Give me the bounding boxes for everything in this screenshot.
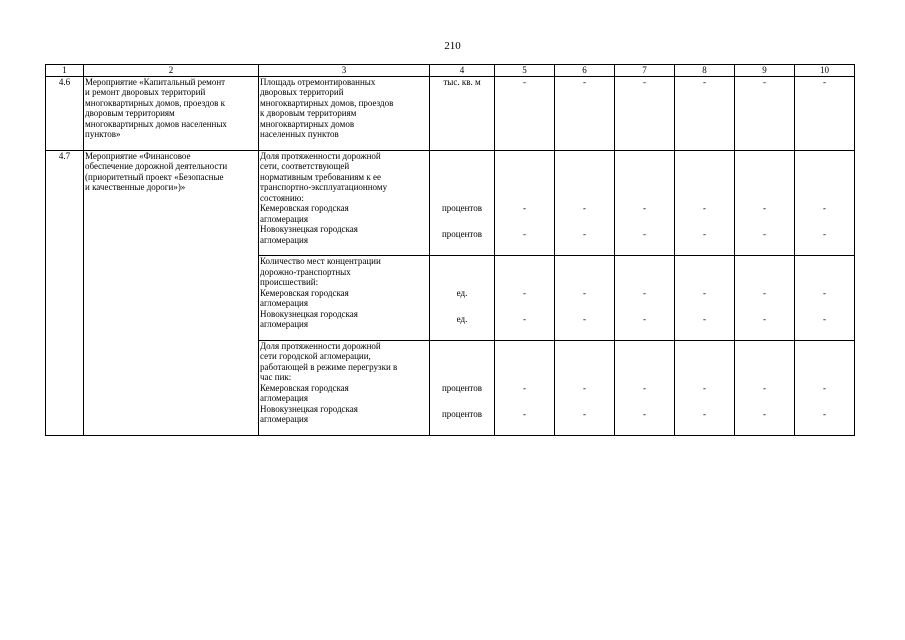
header-cell: 8: [675, 65, 735, 77]
agglomeration-label-line: Новокузнецкая городская: [260, 403, 358, 414]
measure-title-line: Мероприятие «Капитальный ремонт: [85, 76, 226, 87]
spacer: [85, 140, 257, 150]
value: -: [763, 313, 766, 324]
indicator-heading-line: Доля протяженности дорожной: [260, 340, 381, 351]
value-cell: -: [495, 76, 555, 150]
value: -: [523, 203, 526, 213]
indicator-heading-line: Количество мест концентрации: [260, 256, 381, 266]
value: -: [643, 203, 646, 213]
table-row-4-6: [46, 76, 855, 150]
unit-cell: [430, 340, 495, 435]
indicator-heading-line: дорожно-транспортных: [260, 266, 351, 277]
value-cell: [795, 150, 855, 256]
agglomeration-label-line: агломерация: [260, 414, 309, 424]
agglomeration-label-line: агломерация: [260, 298, 309, 308]
value-cell: [615, 150, 675, 256]
agglomeration-label-line: Новокузнецкая городская: [260, 308, 358, 319]
value-cell: [795, 256, 855, 341]
page-number: 210: [444, 40, 461, 52]
header-cell: 6: [555, 65, 615, 77]
value: -: [823, 229, 826, 239]
value-cell: [495, 150, 555, 256]
unit-value: процентов: [441, 408, 482, 419]
indicator-line: к дворовым территориям: [260, 108, 357, 118]
unit-cell: [430, 150, 495, 256]
value: -: [523, 313, 526, 324]
value-cell: -: [615, 76, 675, 150]
value-cell: [675, 340, 735, 435]
value: -: [703, 229, 706, 239]
measure-title-line: пунктов»: [85, 129, 121, 139]
value-cell: [555, 340, 615, 435]
indicator-name: [259, 76, 430, 150]
value: -: [583, 287, 586, 298]
value-cell: -: [795, 76, 855, 150]
value: -: [703, 287, 706, 298]
measure-title-line: дворовым территориям: [85, 108, 175, 118]
indicator-line: дворовых территорий: [260, 87, 344, 97]
agglomeration-label-line: агломерация: [260, 393, 309, 403]
indicator-line: многоквартирных домов: [260, 118, 355, 129]
unit-value: ед.: [456, 313, 468, 324]
indicator-heading-line: происшествий:: [260, 277, 319, 287]
indicator-heading-line: транспортно-эксплуатационному: [260, 182, 388, 192]
header-cell: 5: [495, 65, 555, 77]
value-cell: -: [555, 76, 615, 150]
measure-title-line: и качественные дороги»)»: [85, 182, 186, 192]
agglomeration-label-line: агломерация: [260, 234, 309, 245]
indicator-heading-line: состоянию:: [260, 192, 304, 203]
value-cell: [795, 340, 855, 435]
agglomeration-label-line: Кемеровская городская: [260, 382, 349, 393]
agglomeration-label-line: агломерация: [260, 213, 309, 224]
agglomeration-label-line: агломерация: [260, 319, 309, 329]
value-cell: [735, 340, 795, 435]
indicator-heading-line: работающей в режиме перегрузки в: [260, 361, 398, 372]
value-cell: -: [735, 76, 795, 150]
unit-cell: тыс. кв. м: [430, 76, 495, 150]
measure-title-line: Мероприятие «Финансовое: [85, 150, 191, 161]
value: -: [523, 287, 526, 298]
agglomeration-label-line: Кемеровская городская: [260, 287, 349, 298]
value: -: [523, 382, 526, 393]
indicator-line: населенных пунктов: [260, 129, 339, 139]
agglomeration-label-line: Кемеровская городская: [260, 203, 349, 213]
unit-value: процентов: [441, 382, 482, 393]
header-cell: 7: [615, 65, 675, 77]
measure-title-line: многоквартирных домов населенных: [85, 118, 227, 129]
value: -: [703, 382, 706, 393]
row-number: 4.6: [46, 76, 84, 150]
header-cell: 2: [84, 65, 259, 77]
indicator-heading-line: час пик:: [260, 372, 292, 382]
measure-title-line: (приоритетный проект «Безопасные: [85, 171, 224, 182]
value-cell: [495, 340, 555, 435]
header-cell: 10: [795, 65, 855, 77]
indicator-heading-line: нормативным требованиям к ее: [260, 171, 381, 182]
indicators-table: [45, 64, 855, 436]
value: -: [763, 229, 766, 239]
value: -: [643, 287, 646, 298]
value-cell: [615, 256, 675, 341]
value-cell: [495, 256, 555, 341]
value: -: [643, 313, 646, 324]
value: -: [763, 408, 766, 419]
indicator-heading-line: сети городской агломерации,: [260, 351, 371, 361]
value: -: [763, 287, 766, 298]
value-cell: [615, 340, 675, 435]
value: -: [583, 408, 586, 419]
unit-value: процентов: [441, 203, 482, 213]
value: -: [703, 313, 706, 324]
value: -: [763, 382, 766, 393]
value: -: [523, 408, 526, 419]
value-cell: [735, 150, 795, 256]
indicator-line: многоквартирных домов, проездов: [260, 97, 394, 108]
value-cell: [555, 256, 615, 341]
header-cell: 4: [430, 65, 495, 77]
header-cell: 1: [46, 65, 84, 77]
value: -: [823, 287, 826, 298]
unit-cell: [430, 256, 495, 341]
measure-title-line: обеспечение дорожной деятельности: [85, 161, 228, 171]
value: -: [823, 203, 826, 213]
header-cell: 3: [259, 65, 430, 77]
value-cell: -: [675, 76, 735, 150]
table-row-4-7-group: [46, 150, 855, 256]
value: -: [823, 313, 826, 324]
row-number: 4.7: [46, 150, 84, 435]
measure-title-line: многоквартирных домов, проездов к: [85, 97, 225, 108]
agglomeration-label-line: Новокузнецкая городская: [260, 224, 358, 234]
value: -: [583, 203, 586, 213]
header-cell: 9: [735, 65, 795, 77]
indicator-line: Площадь отремонтированных: [260, 76, 376, 87]
indicator-heading-line: Доля протяженности дорожной: [260, 150, 381, 161]
measure-title-line: и ремонт дворовых территорий: [85, 87, 206, 97]
indicator-heading-line: сети, соответствующей: [260, 161, 350, 171]
value-cell: [735, 256, 795, 341]
value: -: [823, 408, 826, 419]
value: -: [643, 382, 646, 393]
value: -: [643, 408, 646, 419]
value: -: [583, 313, 586, 324]
value: -: [643, 229, 646, 239]
value-cell: [675, 256, 735, 341]
value-cell: [555, 150, 615, 256]
value: -: [583, 382, 586, 393]
header-row: [46, 65, 855, 77]
value: -: [763, 203, 766, 213]
value: -: [523, 229, 526, 239]
value: -: [703, 203, 706, 213]
indicator-name: [259, 340, 430, 435]
value: -: [583, 229, 586, 239]
measure-title: [84, 76, 259, 150]
indicator-name: [259, 256, 430, 341]
unit-value: процентов: [441, 229, 482, 239]
measure-title: [84, 150, 259, 435]
value: -: [823, 382, 826, 393]
unit-value: ед.: [456, 287, 468, 298]
value-cell: [675, 150, 735, 256]
value: -: [703, 408, 706, 419]
indicator-name: [259, 150, 430, 256]
